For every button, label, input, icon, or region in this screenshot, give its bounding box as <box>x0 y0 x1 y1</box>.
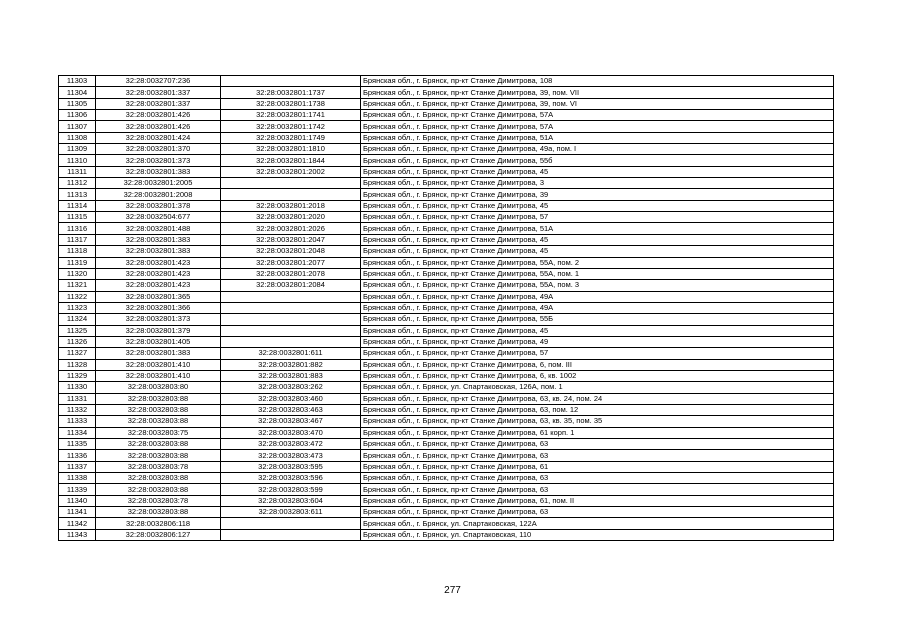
row-number-cell: 11311 <box>59 166 96 177</box>
cadastral-number-cell: 32:28:0032801:365 <box>96 291 221 302</box>
sub-cadastral-number-cell <box>221 189 361 200</box>
table-row <box>59 325 834 336</box>
row-number-cell: 11310 <box>59 155 96 166</box>
table-row <box>59 461 834 472</box>
cadastral-number-cell: 32:28:0032801:488 <box>96 223 221 234</box>
address-cell: Брянская обл., г. Брянск, пр-кт Станке Димитрова, 45 <box>361 200 834 211</box>
row-number-cell: 11339 <box>59 484 96 495</box>
cadastral-number-cell: 32:28:0032801:383 <box>96 166 221 177</box>
sub-cadastral-number-cell: 32:28:0032801:883 <box>221 370 361 381</box>
sub-cadastral-number-cell <box>221 325 361 336</box>
table-row <box>59 189 834 200</box>
address-cell: Брянская обл., г. Брянск, пр-кт Станке Димитрова, 57 <box>361 212 834 223</box>
address-cell: Брянская обл., г. Брянск, пр-кт Станке Димитрова, 63 <box>361 473 834 484</box>
address-cell: Брянская обл., г. Брянск, пр-кт Станке Димитрова, 3 <box>361 178 834 189</box>
table-row <box>59 416 834 427</box>
cadastral-number-cell: 32:28:0032801:378 <box>96 200 221 211</box>
cadastral-number-cell: 32:28:0032803:80 <box>96 382 221 393</box>
row-number-cell: 11322 <box>59 291 96 302</box>
cadastral-number-cell: 32:28:0032707:236 <box>96 76 221 87</box>
cadastral-number-cell: 32:28:0032803:88 <box>96 404 221 415</box>
cadastral-number-cell: 32:28:0032801:423 <box>96 257 221 268</box>
row-number-cell: 11304 <box>59 87 96 98</box>
table-row <box>59 382 834 393</box>
table-row <box>59 132 834 143</box>
cadastral-number-cell: 32:28:0032801:370 <box>96 144 221 155</box>
row-number-cell: 11305 <box>59 98 96 109</box>
row-number-cell: 11329 <box>59 370 96 381</box>
sub-cadastral-number-cell: 32:28:0032803:470 <box>221 427 361 438</box>
sub-cadastral-number-cell: 32:28:0032801:2077 <box>221 257 361 268</box>
table-row <box>59 212 834 223</box>
cadastral-number-cell: 32:28:0032801:2008 <box>96 189 221 200</box>
sub-cadastral-number-cell <box>221 529 361 540</box>
cadastral-number-cell: 32:28:0032803:88 <box>96 473 221 484</box>
cadastral-number-cell: 32:28:0032504:677 <box>96 212 221 223</box>
row-number-cell: 11316 <box>59 223 96 234</box>
cadastral-number-cell: 32:28:0032801:383 <box>96 234 221 245</box>
cadastral-number-cell: 32:28:0032803:88 <box>96 507 221 518</box>
cadastral-number-cell: 32:28:0032801:373 <box>96 314 221 325</box>
sub-cadastral-number-cell: 32:28:0032801:2078 <box>221 268 361 279</box>
table-row <box>59 404 834 415</box>
row-number-cell: 11334 <box>59 427 96 438</box>
sub-cadastral-number-cell: 32:28:0032801:611 <box>221 348 361 359</box>
address-cell: Брянская обл., г. Брянск, пр-кт Станке Димитрова, 57А <box>361 121 834 132</box>
address-cell: Брянская обл., г. Брянск, пр-кт Станке Димитрова, 55А, пом. 1 <box>361 268 834 279</box>
address-cell: Брянская обл., г. Брянск, пр-кт Станке Димитрова, 45 <box>361 325 834 336</box>
cadastral-number-cell: 32:28:0032801:423 <box>96 280 221 291</box>
cadastral-number-cell: 32:28:0032801:410 <box>96 359 221 370</box>
row-number-cell: 11324 <box>59 314 96 325</box>
table-row <box>59 110 834 121</box>
row-number-cell: 11332 <box>59 404 96 415</box>
sub-cadastral-number-cell: 32:28:0032803:604 <box>221 495 361 506</box>
address-cell: Брянская обл., г. Брянск, ул. Спартаковская, 110 <box>361 529 834 540</box>
table-row <box>59 178 834 189</box>
address-cell: Брянская обл., г. Брянск, пр-кт Станке Димитрова, 39, пом. VI <box>361 98 834 109</box>
property-table-body <box>59 76 834 541</box>
page-number: 277 <box>444 585 461 596</box>
table-row <box>59 529 834 540</box>
row-number-cell: 11340 <box>59 495 96 506</box>
address-cell: Брянская обл., г. Брянск, пр-кт Станке Димитрова, 51А <box>361 223 834 234</box>
address-cell: Брянская обл., г. Брянск, пр-кт Станке Димитрова, 55б <box>361 155 834 166</box>
row-number-cell: 11327 <box>59 348 96 359</box>
address-cell: Брянская обл., г. Брянск, пр-кт Станке Димитрова, 63 <box>361 439 834 450</box>
sub-cadastral-number-cell: 32:28:0032801:2084 <box>221 280 361 291</box>
address-cell: Брянская обл., г. Брянск, пр-кт Станке Димитрова, 49А <box>361 291 834 302</box>
sub-cadastral-number-cell <box>221 518 361 529</box>
row-number-cell: 11313 <box>59 189 96 200</box>
sub-cadastral-number-cell <box>221 302 361 313</box>
address-cell: Брянская обл., г. Брянск, пр-кт Станке Димитрова, 6, кв. 1002 <box>361 370 834 381</box>
cadastral-number-cell: 32:28:0032801:337 <box>96 87 221 98</box>
address-cell: Брянская обл., г. Брянск, ул. Спартаковская, 122А <box>361 518 834 529</box>
address-cell: Брянская обл., г. Брянск, ул. Спартаковская, 126А, пом. 1 <box>361 382 834 393</box>
cadastral-number-cell: 32:28:0032801:383 <box>96 246 221 257</box>
table-row <box>59 302 834 313</box>
table-row <box>59 518 834 529</box>
row-number-cell: 11315 <box>59 212 96 223</box>
address-cell: Брянская обл., г. Брянск, пр-кт Станке Димитрова, 63, кв. 35, пом. 35 <box>361 416 834 427</box>
table-row <box>59 427 834 438</box>
row-number-cell: 11321 <box>59 280 96 291</box>
row-number-cell: 11314 <box>59 200 96 211</box>
address-cell: Брянская обл., г. Брянск, пр-кт Станке Димитрова, 39, пом. VII <box>361 87 834 98</box>
row-number-cell: 11309 <box>59 144 96 155</box>
cadastral-number-cell: 32:28:0032803:78 <box>96 495 221 506</box>
address-cell: Брянская обл., г. Брянск, пр-кт Станке Димитрова, 49А <box>361 302 834 313</box>
address-cell: Брянская обл., г. Брянск, пр-кт Станке Димитрова, 57А <box>361 110 834 121</box>
table-row <box>59 314 834 325</box>
cadastral-number-cell: 32:28:0032801:2005 <box>96 178 221 189</box>
table-row <box>59 234 834 245</box>
row-number-cell: 11312 <box>59 178 96 189</box>
cadastral-number-cell: 32:28:0032801:383 <box>96 348 221 359</box>
row-number-cell: 11303 <box>59 76 96 87</box>
row-number-cell: 11331 <box>59 393 96 404</box>
sub-cadastral-number-cell: 32:28:0032803:472 <box>221 439 361 450</box>
cadastral-number-cell: 32:28:0032801:366 <box>96 302 221 313</box>
row-number-cell: 11338 <box>59 473 96 484</box>
sub-cadastral-number-cell: 32:28:0032801:1741 <box>221 110 361 121</box>
table-row <box>59 370 834 381</box>
table-row <box>59 291 834 302</box>
cadastral-number-cell: 32:28:0032801:337 <box>96 98 221 109</box>
row-number-cell: 11307 <box>59 121 96 132</box>
cadastral-number-cell: 32:28:0032803:88 <box>96 439 221 450</box>
sub-cadastral-number-cell: 32:28:0032803:467 <box>221 416 361 427</box>
address-cell: Брянская обл., г. Брянск, пр-кт Станке Димитрова, 51А <box>361 132 834 143</box>
address-cell: Брянская обл., г. Брянск, пр-кт Станке Димитрова, 49а, пом. I <box>361 144 834 155</box>
cadastral-number-cell: 32:28:0032801:405 <box>96 336 221 347</box>
sub-cadastral-number-cell: 32:28:0032801:2002 <box>221 166 361 177</box>
address-cell: Брянская обл., г. Брянск, пр-кт Станке Димитрова, 61 корп. 1 <box>361 427 834 438</box>
cadastral-number-cell: 32:28:0032803:75 <box>96 427 221 438</box>
sub-cadastral-number-cell: 32:28:0032801:1749 <box>221 132 361 143</box>
row-number-cell: 11337 <box>59 461 96 472</box>
sub-cadastral-number-cell: 32:28:0032801:2018 <box>221 200 361 211</box>
property-table <box>58 75 834 541</box>
address-cell: Брянская обл., г. Брянск, пр-кт Станке Димитрова, 108 <box>361 76 834 87</box>
table-row <box>59 98 834 109</box>
address-cell: Брянская обл., г. Брянск, пр-кт Станке Димитрова, 63 <box>361 507 834 518</box>
sub-cadastral-number-cell: 32:28:0032803:463 <box>221 404 361 415</box>
address-cell: Брянская обл., г. Брянск, пр-кт Станке Димитрова, 55Б <box>361 314 834 325</box>
table-row <box>59 155 834 166</box>
row-number-cell: 11319 <box>59 257 96 268</box>
cadastral-number-cell: 32:28:0032803:88 <box>96 450 221 461</box>
cadastral-number-cell: 32:28:0032803:78 <box>96 461 221 472</box>
row-number-cell: 11342 <box>59 518 96 529</box>
row-number-cell: 11343 <box>59 529 96 540</box>
table-row <box>59 495 834 506</box>
table-row <box>59 439 834 450</box>
sub-cadastral-number-cell: 32:28:0032803:596 <box>221 473 361 484</box>
address-cell: Брянская обл., г. Брянск, пр-кт Станке Димитрова, 55А, пом. 3 <box>361 280 834 291</box>
address-cell: Брянская обл., г. Брянск, пр-кт Станке Димитрова, 45 <box>361 166 834 177</box>
address-cell: Брянская обл., г. Брянск, пр-кт Станке Димитрова, 45 <box>361 246 834 257</box>
row-number-cell: 11318 <box>59 246 96 257</box>
table-row <box>59 121 834 132</box>
sub-cadastral-number-cell: 32:28:0032801:2026 <box>221 223 361 234</box>
sub-cadastral-number-cell: 32:28:0032801:1738 <box>221 98 361 109</box>
table-row <box>59 450 834 461</box>
table-row <box>59 359 834 370</box>
row-number-cell: 11326 <box>59 336 96 347</box>
sub-cadastral-number-cell: 32:28:0032801:1742 <box>221 121 361 132</box>
row-number-cell: 11333 <box>59 416 96 427</box>
sub-cadastral-number-cell <box>221 291 361 302</box>
cadastral-number-cell: 32:28:0032801:426 <box>96 110 221 121</box>
sub-cadastral-number-cell: 32:28:0032803:599 <box>221 484 361 495</box>
row-number-cell: 11306 <box>59 110 96 121</box>
sub-cadastral-number-cell: 32:28:0032803:595 <box>221 461 361 472</box>
row-number-cell: 11330 <box>59 382 96 393</box>
row-number-cell: 11317 <box>59 234 96 245</box>
table-row <box>59 144 834 155</box>
table-row <box>59 257 834 268</box>
cadastral-number-cell: 32:28:0032801:379 <box>96 325 221 336</box>
address-cell: Брянская обл., г. Брянск, пр-кт Станке Димитрова, 45 <box>361 234 834 245</box>
table-row <box>59 507 834 518</box>
cadastral-number-cell: 32:28:0032806:127 <box>96 529 221 540</box>
sub-cadastral-number-cell <box>221 76 361 87</box>
sub-cadastral-number-cell <box>221 314 361 325</box>
sub-cadastral-number-cell: 32:28:0032801:2020 <box>221 212 361 223</box>
row-number-cell: 11325 <box>59 325 96 336</box>
table-row <box>59 268 834 279</box>
cadastral-number-cell: 32:28:0032801:426 <box>96 121 221 132</box>
row-number-cell: 11341 <box>59 507 96 518</box>
cadastral-number-cell: 32:28:0032803:88 <box>96 393 221 404</box>
sub-cadastral-number-cell: 32:28:0032801:882 <box>221 359 361 370</box>
row-number-cell: 11323 <box>59 302 96 313</box>
cadastral-number-cell: 32:28:0032803:88 <box>96 416 221 427</box>
table-row <box>59 76 834 87</box>
row-number-cell: 11328 <box>59 359 96 370</box>
cadastral-number-cell: 32:28:0032806:118 <box>96 518 221 529</box>
sub-cadastral-number-cell <box>221 178 361 189</box>
table-row <box>59 166 834 177</box>
table-row <box>59 348 834 359</box>
table-row <box>59 280 834 291</box>
address-cell: Брянская обл., г. Брянск, пр-кт Станке Димитрова, 61, пом. II <box>361 495 834 506</box>
row-number-cell: 11308 <box>59 132 96 143</box>
sub-cadastral-number-cell: 32:28:0032801:2047 <box>221 234 361 245</box>
row-number-cell: 11336 <box>59 450 96 461</box>
sub-cadastral-number-cell: 32:28:0032803:473 <box>221 450 361 461</box>
address-cell: Брянская обл., г. Брянск, пр-кт Станке Димитрова, 57 <box>361 348 834 359</box>
sub-cadastral-number-cell: 32:28:0032801:1737 <box>221 87 361 98</box>
cadastral-number-cell: 32:28:0032801:410 <box>96 370 221 381</box>
address-cell: Брянская обл., г. Брянск, пр-кт Станке Димитрова, 63, кв. 24, пом. 24 <box>361 393 834 404</box>
table-row <box>59 200 834 211</box>
cadastral-number-cell: 32:28:0032801:423 <box>96 268 221 279</box>
sub-cadastral-number-cell: 32:28:0032801:1844 <box>221 155 361 166</box>
address-cell: Брянская обл., г. Брянск, пр-кт Станке Димитрова, 39 <box>361 189 834 200</box>
table-row <box>59 336 834 347</box>
table-row <box>59 473 834 484</box>
row-number-cell: 11335 <box>59 439 96 450</box>
table-row <box>59 87 834 98</box>
address-cell: Брянская обл., г. Брянск, пр-кт Станке Димитрова, 63 <box>361 450 834 461</box>
cadastral-number-cell: 32:28:0032801:424 <box>96 132 221 143</box>
address-cell: Брянская обл., г. Брянск, пр-кт Станке Димитрова, 63 <box>361 484 834 495</box>
table-row <box>59 393 834 404</box>
sub-cadastral-number-cell <box>221 336 361 347</box>
sub-cadastral-number-cell: 32:28:0032801:1810 <box>221 144 361 155</box>
table-row <box>59 484 834 495</box>
address-cell: Брянская обл., г. Брянск, пр-кт Станке Димитрова, 49 <box>361 336 834 347</box>
table-row <box>59 223 834 234</box>
table-row <box>59 246 834 257</box>
row-number-cell: 11320 <box>59 268 96 279</box>
address-cell: Брянская обл., г. Брянск, пр-кт Станке Димитрова, 61 <box>361 461 834 472</box>
cadastral-number-cell: 32:28:0032803:88 <box>96 484 221 495</box>
sub-cadastral-number-cell: 32:28:0032803:460 <box>221 393 361 404</box>
address-cell: Брянская обл., г. Брянск, пр-кт Станке Димитрова, 63, пом. 12 <box>361 404 834 415</box>
cadastral-number-cell: 32:28:0032801:373 <box>96 155 221 166</box>
sub-cadastral-number-cell: 32:28:0032803:611 <box>221 507 361 518</box>
sub-cadastral-number-cell: 32:28:0032801:2048 <box>221 246 361 257</box>
address-cell: Брянская обл., г. Брянск, пр-кт Станке Димитрова, 6, пом. III <box>361 359 834 370</box>
address-cell: Брянская обл., г. Брянск, пр-кт Станке Димитрова, 55А, пом. 2 <box>361 257 834 268</box>
sub-cadastral-number-cell: 32:28:0032803:262 <box>221 382 361 393</box>
